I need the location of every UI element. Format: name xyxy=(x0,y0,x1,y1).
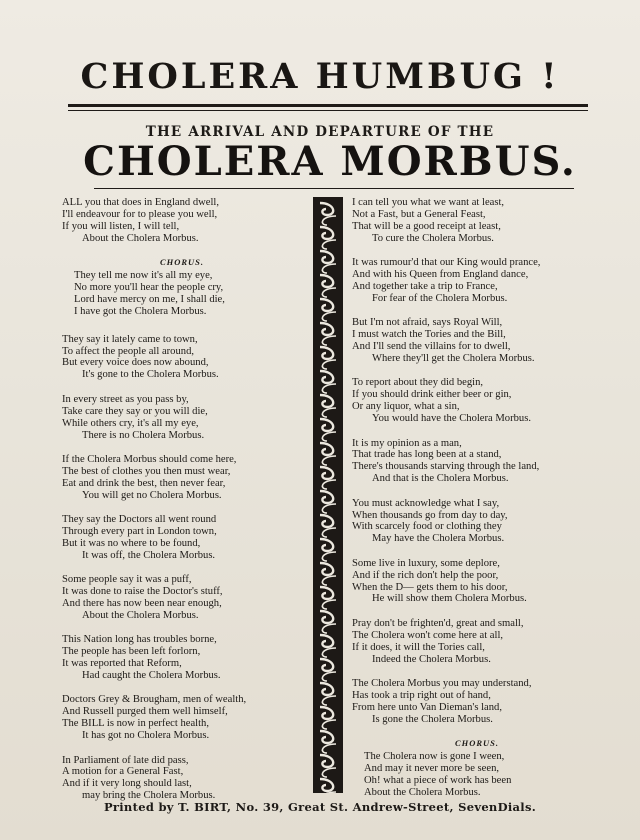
verse-line: To cure the Cholera Morbus. xyxy=(372,232,494,244)
verse-line: And together take a trip to France, xyxy=(352,280,498,292)
title-rule-thin xyxy=(68,110,588,111)
verse-line: Indeed the Cholera Morbus. xyxy=(372,653,491,665)
verse-stanza xyxy=(352,678,602,726)
verse-line: In Parliament of late did pass, xyxy=(62,754,189,766)
verse-line: They say the Doctors all went round xyxy=(62,514,217,526)
verse-line: may bring the Cholera Morbus. xyxy=(82,790,216,802)
verse-line: Is gone the Cholera Morbus. xyxy=(372,713,493,725)
verse-line: I have got the Cholera Morbus. xyxy=(74,305,207,317)
verse-stanza xyxy=(352,558,602,606)
verse-stanza xyxy=(62,334,302,382)
broadside-title: CHOLERA HUMBUG ! xyxy=(80,56,560,97)
verse-stanza xyxy=(62,454,302,502)
verse-line: While others cry, it's all my eye, xyxy=(62,417,199,429)
verse-line: Doctors Grey & Brougham, men of wealth, xyxy=(62,694,247,706)
verse-line: I'll endeavour for to please you well, xyxy=(62,208,218,220)
verse-line: You will get no Cholera Morbus. xyxy=(82,489,222,501)
verse-stanza xyxy=(62,694,302,742)
verse-stanza xyxy=(352,377,602,425)
verse-line: It was done to raise the Doctor's stuff, xyxy=(62,586,223,598)
verse-line: If you will listen, I will tell, xyxy=(62,220,180,232)
verse-line: And with his Queen from England dance, xyxy=(352,269,529,281)
verse-line: From here unto Van Dieman's land, xyxy=(352,701,502,713)
main-title: CHOLERA MORBUS. xyxy=(83,138,577,185)
verse-line: The BILL is now in perfect health, xyxy=(62,718,209,730)
verse-stanza xyxy=(62,394,302,442)
verse-line: Had caught the Cholera Morbus. xyxy=(82,670,221,681)
verse-line: Has took a trip right out of hand, xyxy=(352,689,491,701)
verse-line: It has got no Cholera Morbus. xyxy=(82,730,210,742)
verse-stanza xyxy=(352,257,602,305)
verse-line: It was off, the Cholera Morbus. xyxy=(82,549,216,561)
verse-line: About the Cholera Morbus. xyxy=(364,786,481,798)
verse-line: When thousands go from day to day, xyxy=(352,509,508,521)
chorus-heading: CHORUS. xyxy=(454,738,500,749)
verse-line: That will be a good receipt at least, xyxy=(352,220,501,232)
verse-line: If it does, it will the Tories call, xyxy=(352,641,485,653)
verse-line: Lord have mercy on me, I shall die, xyxy=(74,293,225,305)
subtitle: THE ARRIVAL AND DEPARTURE OF THE xyxy=(145,124,495,140)
verse-stanza xyxy=(62,755,302,803)
verse-line: No more you'll hear the people cry, xyxy=(74,281,224,293)
verse-line: The Cholera won't come here at all, xyxy=(352,629,504,641)
verse-line: And if it very long should last, xyxy=(62,778,192,790)
verse-line: You must acknowledge what I say, xyxy=(352,497,500,509)
verse-line: About the Cholera Morbus. xyxy=(82,232,199,244)
verse-stanza xyxy=(62,197,302,245)
verse-line: I must watch the Tories and the Bill, xyxy=(352,329,506,341)
verse-line: But every voice does now abound, xyxy=(62,357,209,369)
verse-line: The best of clothes you then must wear, xyxy=(62,465,231,477)
verse-line: It was rumour'd that our King would prance, xyxy=(352,257,541,269)
verse-line: The Cholera Morbus you may understand, xyxy=(352,678,532,689)
verse-line: And I'll send the villains for to dwell, xyxy=(352,341,511,353)
verse-line: There's thousands starving through the land, xyxy=(352,461,540,473)
verse-line: He will show them Cholera Morbus. xyxy=(372,593,527,605)
verse-line: About the Cholera Morbus. xyxy=(82,609,199,621)
verse-line: Eat and drink the best, then never fear, xyxy=(62,477,226,489)
verse-line: This Nation long has troubles borne, xyxy=(62,634,217,646)
verse-line: Through every part in London town, xyxy=(62,525,217,537)
verse-line: The people has been left forlorn, xyxy=(62,646,201,658)
verse-line: Take care they say or you will die, xyxy=(62,405,208,417)
verse-stanza xyxy=(62,634,302,682)
verse-line: Not a Fast, but a General Feast, xyxy=(352,208,486,220)
verse-line: That trade has long been at a stand, xyxy=(352,449,502,461)
verse-line: Or any liquor, what a sin, xyxy=(352,401,460,413)
verse-line: For fear of the Cholera Morbus. xyxy=(372,292,508,304)
verse-line: And that is the Cholera Morbus. xyxy=(372,473,509,485)
verse-line: I can tell you what we want at least, xyxy=(352,197,505,208)
verse-line: To affect the people all around, xyxy=(62,345,195,357)
verse-line: And Russell purged them well himself, xyxy=(62,706,228,718)
verse-stanza xyxy=(62,514,302,562)
verse-line: If you should drink either beer or gin, xyxy=(352,389,512,401)
title-rule-thick xyxy=(68,104,588,107)
verse-line: Oh! what a piece of work has been xyxy=(364,774,512,786)
verse-stanza xyxy=(352,618,602,666)
verse-line: And if the rich don't help the poor, xyxy=(352,569,499,581)
verse-line: The Cholera now is gone I ween, xyxy=(364,751,505,763)
verse-stanza xyxy=(352,317,602,365)
verse-line: Some people say it was a puff, xyxy=(62,574,192,586)
chorus-heading: CHORUS. xyxy=(159,257,205,268)
verse-line: There is no Cholera Morbus. xyxy=(82,429,205,441)
header-bottom-rule xyxy=(94,188,574,189)
verse-line: To report about they did begin, xyxy=(352,377,484,389)
left-column xyxy=(62,197,302,815)
verse-line: It was reported that Reform, xyxy=(62,658,182,670)
verse-line: May have the Cholera Morbus. xyxy=(372,533,505,545)
verse-line: It's gone to the Cholera Morbus. xyxy=(82,369,219,381)
verse-line: But I'm not afraid, says Royal Will, xyxy=(352,317,503,329)
verse-line: When the D— gets them to his door, xyxy=(352,581,508,593)
verse-stanza xyxy=(352,498,602,546)
verse-line: You would have the Cholera Morbus. xyxy=(372,413,531,425)
verse-line: Pray don't be frighten'd, great and small, xyxy=(352,617,524,629)
verse-line: In every street as you pass by, xyxy=(62,393,189,405)
right-column xyxy=(352,197,602,815)
verse-line: It is my opinion as a man, xyxy=(352,437,462,449)
verse-stanza xyxy=(352,738,602,799)
verse-line: But it was no where to be found, xyxy=(62,537,201,549)
verse-line: With scarcely food or clothing they xyxy=(352,521,502,533)
verse-line: ALL you that does in England dwell, xyxy=(62,197,220,208)
verse-stanza xyxy=(352,438,602,486)
verse-line: If the Cholera Morbus should come here, xyxy=(62,453,237,465)
verse-line: And may it never more be seen, xyxy=(364,762,500,774)
verse-line: They tell me now it's all my eye, xyxy=(74,270,213,282)
verse-line: Where they'll get the Cholera Morbus. xyxy=(372,352,535,364)
verse-line: A motion for a General Fast, xyxy=(62,766,184,778)
verse-line: Some live in luxury, some deplore, xyxy=(352,557,500,569)
ornamental-divider xyxy=(313,197,343,793)
verse-stanza xyxy=(62,574,302,622)
printer-imprint: Printed by T. BIRT, No. 39, Great St. Andrew-Street, SevenDials. xyxy=(103,800,537,814)
verse-stanza xyxy=(62,257,302,318)
verse-stanza xyxy=(352,197,602,245)
verse-line: They say it lately came to town, xyxy=(62,333,198,345)
verse-line: And there has now been near enough, xyxy=(62,597,222,609)
